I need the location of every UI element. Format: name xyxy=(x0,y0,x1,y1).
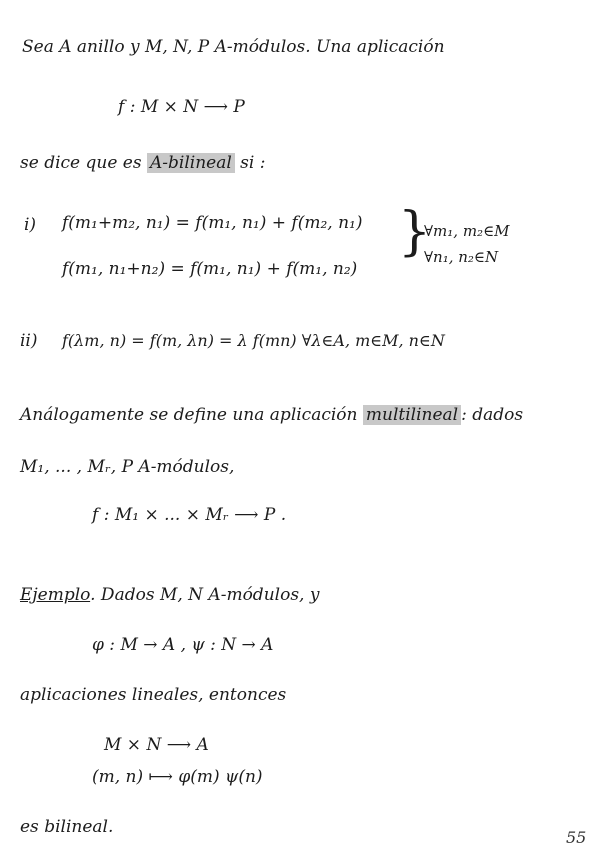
multilinear-post-text: : dados xyxy=(461,405,524,425)
curly-brace: } xyxy=(398,202,432,262)
page-number: 55 xyxy=(566,828,587,847)
conclusion-line: es bilineal. xyxy=(20,817,114,837)
condition-i-equation-1: f(m₁+m₂, n₁) = f(m₁, n₁) + f(m₂, n₁) xyxy=(62,213,363,233)
bilinear-pre-text: se dice que es xyxy=(20,153,147,173)
example-intro-line xyxy=(20,584,319,606)
condition-i-label: i) xyxy=(24,215,37,235)
example-label: Ejemplo xyxy=(20,585,91,605)
example-maps: φ : M → A , ψ : N → A xyxy=(92,635,274,655)
example-intro-text: . Dados M, N A-módulos, y xyxy=(90,585,320,605)
quantifier-m: ∀m₁, m₂∈M xyxy=(424,222,510,240)
bilinear-map-definition: f : M × N ⟶ P xyxy=(118,97,245,117)
quantifier-n: ∀n₁, n₂∈N xyxy=(424,248,499,266)
highlighted-term-bilineal: A-bilineal xyxy=(147,153,235,173)
linear-maps-line: aplicaciones lineales, entonces xyxy=(20,685,287,705)
modules-list-line: M₁, ... , Mᵣ, P A-módulos, xyxy=(20,457,235,477)
condition-ii-equation: f(λm, n) = f(m, λn) = λ f(mn) ∀λ∈A, m∈M, n∈N xyxy=(62,331,445,350)
condition-ii-label: ii) xyxy=(20,331,38,351)
multilinear-pre-text: Análogamente se define una aplicación xyxy=(20,405,363,425)
intro-line: Sea A anillo y M, N, P A-módulos. Una aplicación xyxy=(22,37,445,57)
highlighted-term-multilineal: multilineal xyxy=(363,405,461,425)
bilinear-definition-line xyxy=(20,152,265,174)
bilinear-post-text: si : xyxy=(234,153,266,173)
product-map-line-1: M × N ⟶ A xyxy=(104,735,209,755)
multilinear-definition-line xyxy=(20,404,523,426)
product-map-line-2: (m, n) ⟼ φ(m) ψ(n) xyxy=(92,767,263,787)
multilinear-map: f : M₁ × ... × Mᵣ ⟶ P . xyxy=(92,505,287,525)
condition-i-equation-2: f(m₁, n₁+n₂) = f(m₁, n₁) + f(m₁, n₂) xyxy=(62,259,358,279)
